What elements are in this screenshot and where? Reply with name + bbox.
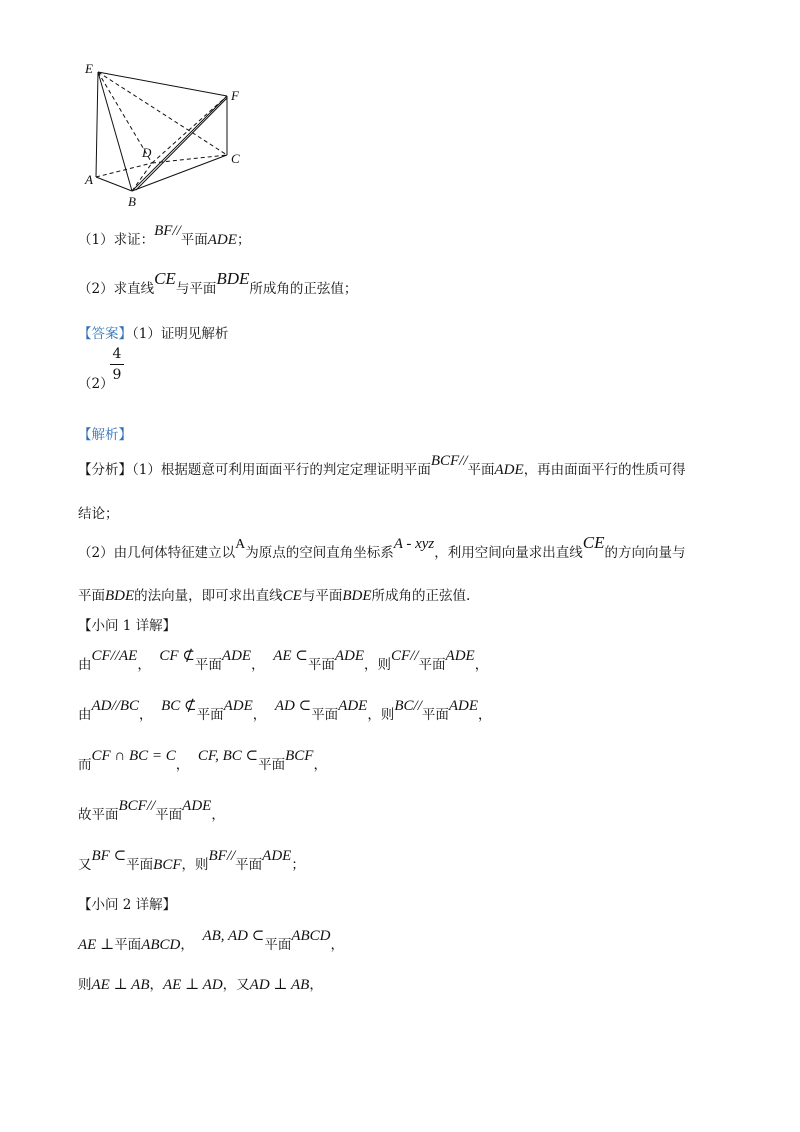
math-expr: AE ⊥ [78,937,115,953]
math-expr: AE ⊂ [273,648,308,664]
answer-fraction [110,345,124,384]
proof-line-4 [78,798,225,824]
proof-text: 又 [78,857,92,873]
punct: ， [478,707,492,723]
punct: ， [180,937,194,953]
line-name: CE [582,533,605,552]
answer-line [78,322,228,342]
analysis-text: 为原点的空间直角坐标系 [245,545,394,561]
plane-word: 平面 [180,232,208,248]
math-expr: BF// [208,848,236,864]
answer-part1: （1）证明见解析 [132,326,229,342]
edge-EA [96,72,98,177]
answer-tag: 【答案】 [78,326,132,342]
punct: ， [139,707,153,723]
plane-name: ADE [334,648,365,664]
plane-expr: BCF// [430,453,468,469]
plane-name: ADE [448,698,479,714]
edge-BC [132,155,227,191]
fraction-numerator: 4 [112,346,122,362]
question-2-prefix: （2）求直线 [78,281,155,297]
math-expr: CF ⊄ [159,648,195,664]
label-B: B [128,194,136,209]
plane-word: 平面 [467,462,495,478]
question-1-expr: BF// [154,223,181,239]
math-expr: BCF// [118,798,156,814]
math-expr: CF, BC ⊂ [197,748,259,764]
proof-text: 由 [78,657,92,673]
punct: ， [474,657,489,673]
analysis-line-4 [78,584,470,605]
math-expr: BC ⊄ [161,698,197,714]
plane-word: 平面 [311,707,339,723]
plane-name: ADE [494,462,524,478]
plane-name: ABCD [141,937,181,953]
proof-line-6 [78,928,344,954]
punct: ； [291,857,305,873]
math-expr: AB, AD ⊂ [202,928,265,944]
line-name: CE [154,269,176,288]
math-expr: CF//AE [91,648,138,664]
sub-question-2-tag: 【小问 2 详解】 [78,897,177,913]
punct: ， [252,707,267,723]
math-expr: BF ⊂ [91,848,127,864]
math-expr: AD ⊂ [274,698,312,714]
punct: ， [313,757,327,773]
proof-line-2 [78,698,492,724]
plane-name: BDE [342,588,372,604]
math-expr: AD//BC [91,698,139,714]
fraction-bar [110,364,124,365]
proof-line-1 [78,648,489,674]
coordinate-system: A - xyz [393,536,435,552]
analysis-text: 的法向量，即可求出直线 [134,588,283,604]
punct: ， [175,757,190,773]
label-D: D [142,145,152,160]
plane-name: ADE [207,232,237,248]
analysis-line-3 [78,533,686,562]
analysis-text: 所成角的正弦值. [371,588,471,604]
proof-line-3 [78,748,327,774]
sub-question-1-tag: 【小问 1 详解】 [78,618,177,634]
proof-text: 故平面 [78,807,119,823]
analysis-text: 【分析】（1）根据题意可利用面面平行的判定定理证明平面 [78,462,431,478]
geometry-figure [80,60,280,210]
punct: ， [149,977,163,993]
edge-BF-1 [132,96,227,191]
edge-AB [96,177,132,191]
plane-name: BDE [105,588,135,604]
proof-text: ，则 [364,657,392,673]
plane-word: 平面 [78,588,105,604]
plane-name: ADE [445,648,475,664]
analysis-line-2: 结论； [78,506,119,522]
math-expr: BC// [394,698,422,714]
plane-word: 平面 [126,857,154,873]
question-2-mid: 与平面 [175,281,217,297]
plane-name: BCF [153,857,182,873]
edge-AD [96,163,152,177]
analysis-text: 与平面 [301,588,343,604]
label-C: C [231,151,240,166]
plane-name: ADE [182,798,212,814]
question-2 [78,269,358,298]
edge-BF-2 [136,98,227,190]
proof-text: 而 [78,757,92,773]
plane-name: ADE [338,698,368,714]
plane-name: ADE [262,848,292,864]
proof-text: ，又 [222,977,250,993]
question-2-end: 所成角的正弦值； [249,281,358,297]
plane-word: 平面 [196,707,224,723]
punct: ， [137,657,151,673]
question-1 [78,223,251,249]
plane-name: ADE [221,648,252,664]
label-F: F [231,88,239,103]
edge-DF [152,96,227,163]
punct: ； [236,232,251,248]
plane-word: 平面 [258,757,286,773]
proof-text: ，则 [181,857,209,873]
label-A: A [85,172,93,187]
analysis-tag: 【解析】 [78,427,132,443]
line-name: CE [282,588,302,604]
math-expr: CF// [391,648,419,664]
proof-line-7 [78,973,323,994]
proof-line-5 [78,848,305,874]
math-expr: AE ⊥ AD [163,977,223,993]
label-E: E [85,61,93,76]
plane-word: 平面 [235,857,263,873]
proof-text: 则 [78,977,92,993]
punct: ， [309,977,323,993]
plane-word: 平面 [307,657,335,673]
origin-name: A [235,537,246,552]
plane-word: 平面 [418,657,446,673]
answer-part2-label [78,372,114,392]
plane-name: BDE [216,269,250,288]
math-expr: AE ⊥ AB [91,977,150,993]
plane-word: 平面 [114,937,142,953]
analysis-text: （2）由几何体特征建立以 [78,545,236,561]
plane-word: 平面 [194,657,222,673]
punct: ， [330,937,344,953]
math-expr: CF ∩ BC = C [91,748,176,764]
punct: ， [211,807,225,823]
plane-name: ABCD [291,928,331,944]
analysis-text: ，再由面面平行的性质可得 [523,462,686,478]
plane-name: BCF [285,748,314,764]
plane-word: 平面 [264,937,292,953]
math-expr: AD ⊥ AB [249,977,310,993]
proof-text: 由 [78,707,92,723]
analysis-text: ，利用空间向量求出直线 [434,545,583,561]
fraction-denominator: 9 [112,367,122,383]
plane-name: ADE [223,698,253,714]
edge-EB [98,72,132,191]
analysis-line-1 [78,453,686,479]
plane-word: 平面 [155,807,183,823]
punct: ， [251,657,265,673]
question-1-prefix: （1）求证： [78,232,155,248]
proof-text: ，则 [367,707,395,723]
analysis-text: 的方向向量与 [604,545,686,561]
answer-part2-prefix: （2） [78,376,114,392]
plane-word: 平面 [421,707,449,723]
